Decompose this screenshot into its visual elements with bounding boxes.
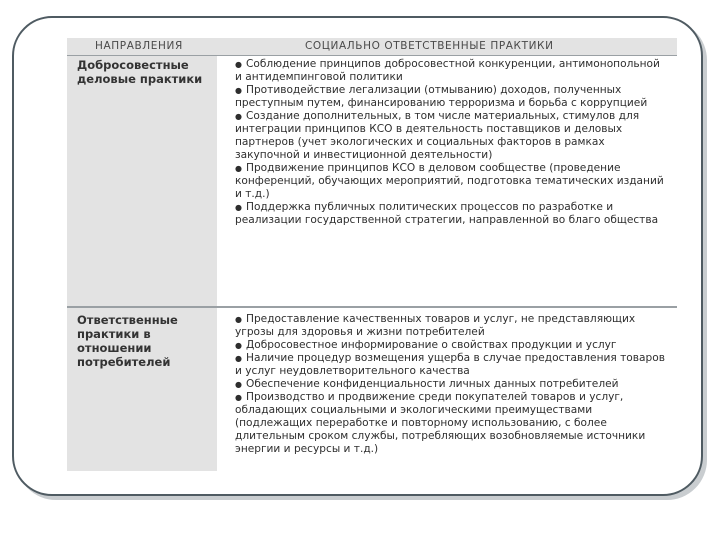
list-item: ● Противодействие легализации (отмыванию) доходов, полученных преступным путем, финансированию терроризма и борьба с коррупцией — [235, 84, 648, 109]
bullet-icon: ● — [235, 380, 242, 389]
list-item: ● Предоставление качественных товаров и услуг, не представляющих угрозы для здоровья и жизни потребителей — [235, 313, 636, 338]
list-item: ● Соблюдение принципов добросовестной конкуренции, антимонопольной и антидемпинговой политики — [235, 58, 660, 83]
list-item: ● Производство и продвижение среди покупателей товаров и услуг, обладающих социальными и экологическими преимуществами (подлежащих переработке и повторному использованию, с более длительным сроком службы, потребляющих возобновляемые источники энергии и ресурсы и т.д.) — [235, 391, 646, 455]
bullet-icon: ● — [235, 354, 242, 363]
list-item: ● Продвижение принципов КСО в деловом сообществе (проведение конференций, обучающих мероприятий, подготовка тематических изданий и т.д.) — [235, 162, 664, 200]
practices-fair-business — [235, 58, 667, 227]
bullet-icon: ● — [235, 393, 242, 402]
bullet-icon: ● — [235, 315, 242, 324]
list-item: ● Обеспечение конфиденциальности личных данных потребителей — [235, 378, 619, 390]
bullet-icon: ● — [235, 86, 242, 95]
bullet-icon: ● — [235, 203, 242, 212]
table-header — [67, 38, 677, 56]
list-item: ● Поддержка публичных политических процессов по разработке и реализации государственной стратегии, направленной во благо общества — [235, 201, 659, 226]
row-divider — [67, 306, 677, 308]
list-item: ● Создание дополнительных, в том числе материальных, стимулов для интеграции принципов КСО в деятельность поставщиков и деловых партнеров (учет экологических и социальных факторов в рамках закупочной и инвестиционной деятельности) — [235, 110, 640, 161]
directions-column — [67, 56, 217, 471]
header-directions: НАПРАВЛЕНИЯ — [95, 40, 183, 52]
direction-fair-business: Добросовестные деловые практики — [77, 58, 203, 86]
header-practices: СОЦИАЛЬНО ОТВЕТСТВЕННЫЕ ПРАКТИКИ — [305, 40, 554, 52]
bullet-icon: ● — [235, 341, 242, 350]
bullet-icon: ● — [235, 60, 242, 69]
direction-consumer-practices: Ответственные практики в отношении потребителей — [77, 313, 178, 369]
bullet-icon: ● — [235, 112, 242, 121]
csr-practices-table — [67, 38, 677, 471]
practices-consumer — [235, 313, 667, 456]
list-item: ● Наличие процедур возмещения ущерба в случае предоставления товаров и услуг неудовлетворительного качества — [235, 352, 665, 377]
list-item: ● Добросовестное информирование о свойствах продукции и услуг — [235, 339, 617, 351]
bullet-icon: ● — [235, 164, 242, 173]
